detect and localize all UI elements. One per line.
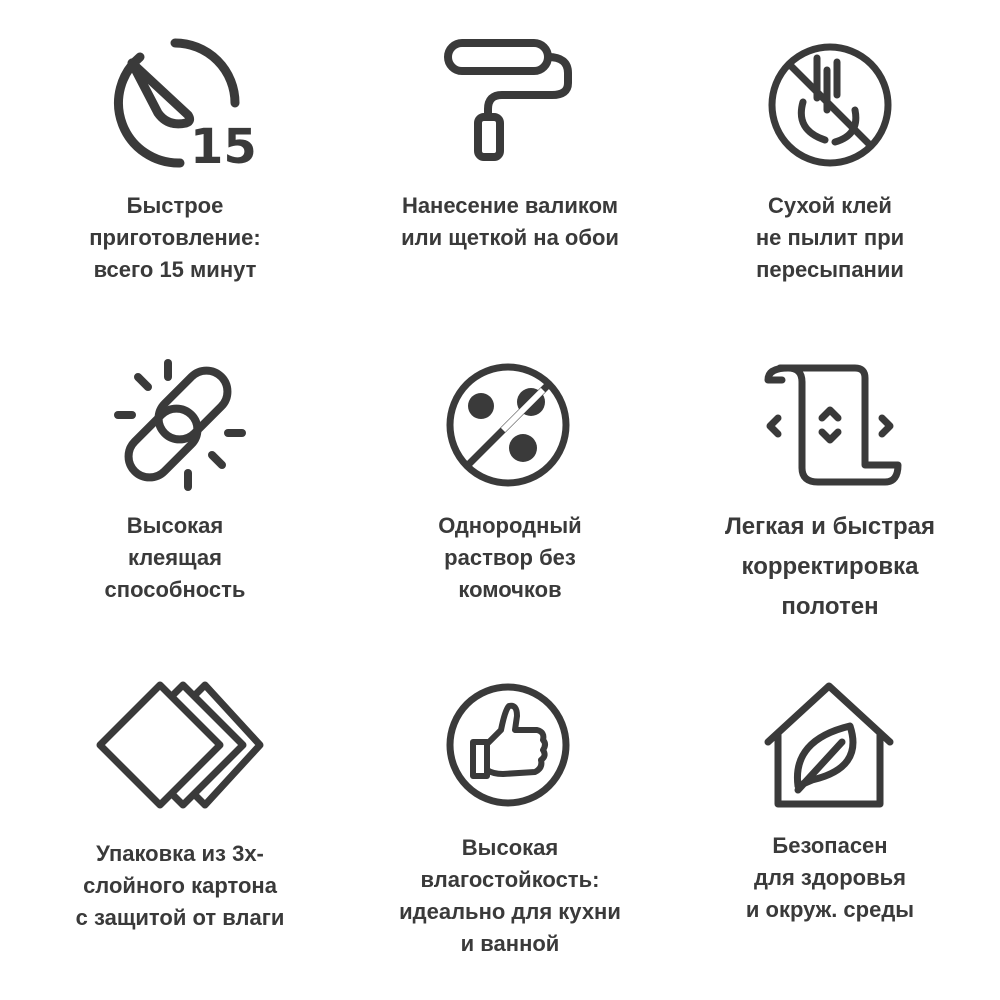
caption-line: или щеткой на обои [401,225,619,250]
caption-line: и окруж. среды [745,897,915,922]
caption-line: и ванной [460,931,560,956]
feature-caption-no-lumps [380,510,640,606]
caption-line: Быстрое [126,193,224,218]
timer-15-icon [100,35,257,175]
caption-line: Высокая [461,835,559,860]
eco-house-icon [762,680,897,810]
feature-caption-roller [360,190,660,254]
thumbs-up-icon [443,680,573,810]
caption-line: влагостойкость: [420,867,600,892]
caption-line: Высокая [126,513,224,538]
caption-line: пересыпании [756,257,904,282]
feature-caption-safe [700,830,960,926]
wallpaper-adjust-icon [760,360,905,490]
caption-line: слойного картона [83,873,277,898]
feature-caption-no-dust [700,190,960,286]
paint-roller-icon [440,35,575,165]
caption-line: Однородный [438,513,582,538]
caption-line: Сухой клей [768,193,892,218]
feature-caption-moisture [370,832,650,960]
feature-caption-packaging [40,838,320,934]
feature-caption-adhesion [50,510,300,606]
no-dust-icon [765,40,895,170]
caption-line: приготовление: [89,225,261,250]
no-lumps-icon [443,360,573,490]
caption-line: способность [104,577,246,602]
caption-line: идеально для кухни [399,899,621,924]
caption-line: Безопасен [772,833,888,858]
caption-line: для здоровья [754,865,906,890]
feature-caption-correction [695,507,965,627]
chain-link-icon [110,355,250,495]
caption-line: с защитой от влаги [75,905,285,930]
caption-line: Легкая и быстрая [724,513,936,540]
caption-line: раствор без [444,545,576,570]
timer-number: 15 [190,119,257,175]
feature-caption-quick-prep [50,190,300,286]
caption-line: клеящая [128,545,222,570]
caption-line: не пылит при [755,225,905,250]
caption-line: Нанесение валиком [401,193,619,218]
caption-line: комочков [458,577,562,602]
caption-line: Упаковка из 3х- [96,841,264,866]
caption-line: корректировка [741,553,919,580]
caption-line: полотен [781,593,879,620]
caption-line: всего 15 минут [93,257,257,282]
layered-cardboard-icon [95,680,265,815]
